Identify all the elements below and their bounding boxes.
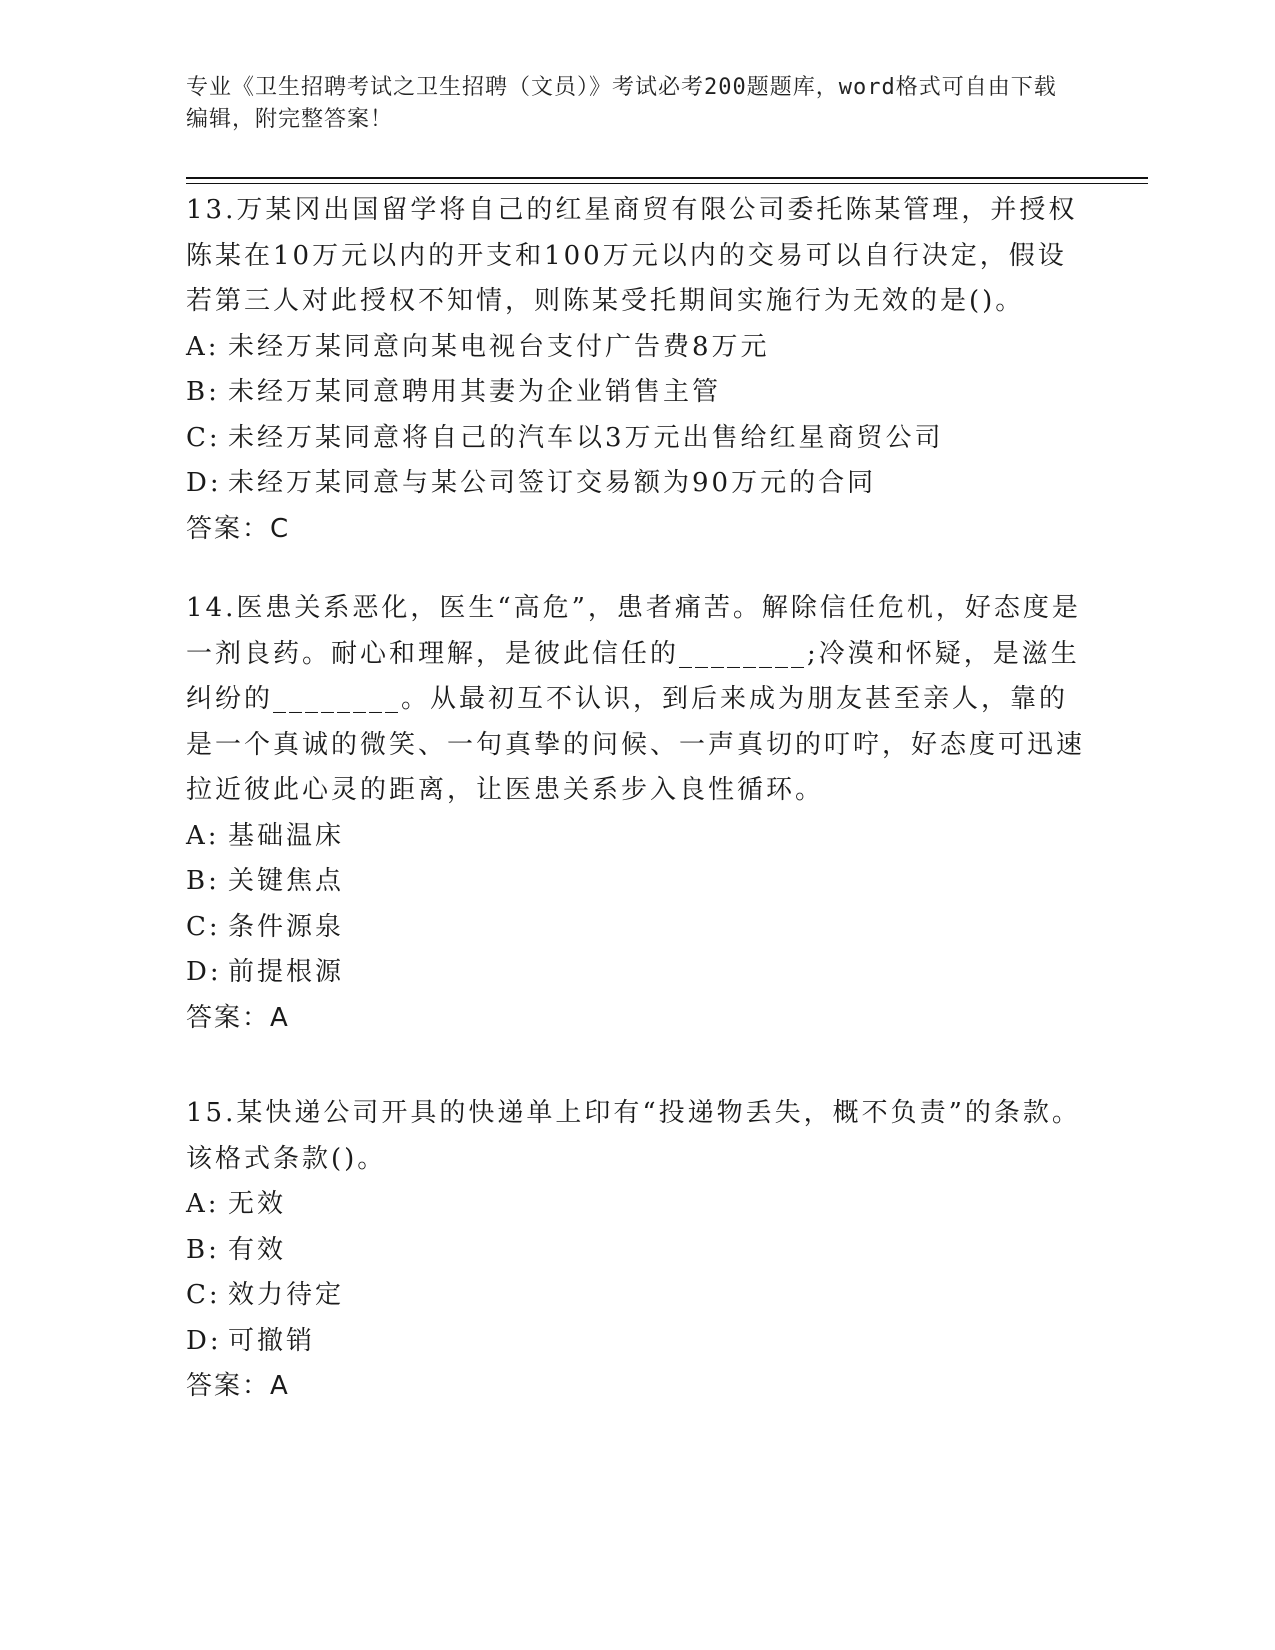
option-a bbox=[186, 814, 1086, 860]
option-d bbox=[186, 950, 1086, 996]
answer-line: 答案：C bbox=[186, 513, 291, 544]
answer-line: 答案：A bbox=[186, 1371, 290, 1401]
header-divider-thick bbox=[186, 177, 1148, 179]
option-letter: C: bbox=[186, 911, 221, 942]
question-15 bbox=[186, 1091, 1086, 1410]
document-header: 专业《卫生招聘考试之卫生招聘（文员）》考试必考200题题库，word格式可自由下载编辑，附完整答案！ bbox=[186, 75, 1057, 132]
option-letter: C: bbox=[186, 1280, 221, 1310]
option-text: 效力待定 bbox=[228, 1280, 345, 1310]
option-letter: B: bbox=[186, 866, 220, 896]
option-letter: D: bbox=[186, 468, 222, 498]
option-d bbox=[186, 461, 1086, 507]
option-c bbox=[186, 416, 1086, 462]
option-text: 未经万某同意与某公司签订交易额为90万元的合同 bbox=[228, 468, 877, 498]
option-text: 未经万某同意向某电视台支付广告费8万元 bbox=[228, 331, 770, 362]
option-text: 未经万某同意聘用其妻为企业销售主管 bbox=[228, 377, 722, 407]
option-letter: B: bbox=[186, 1234, 220, 1265]
option-text: 关键焦点 bbox=[228, 866, 345, 896]
option-text: 无效 bbox=[228, 1189, 287, 1219]
option-c bbox=[186, 905, 1086, 951]
answer-line: 答案：A bbox=[186, 1002, 290, 1033]
option-letter: B: bbox=[186, 377, 220, 407]
question-13 bbox=[186, 188, 1086, 552]
option-letter: A: bbox=[186, 1189, 220, 1219]
option-b bbox=[186, 1228, 1086, 1274]
option-text: 可撤销 bbox=[228, 1325, 316, 1356]
question-stem: 13.万某冈出国留学将自己的红星商贸有限公司委托陈某管理，并授权陈某在10万元以内的开支和100万元以内的交易可以自行决定，假设若第三人对此授权不知情，则陈某受托期间实施行为无效的是()。 bbox=[186, 195, 1078, 316]
option-letter: A: bbox=[186, 820, 220, 851]
question-14 bbox=[186, 586, 1086, 1041]
option-a bbox=[186, 1182, 1086, 1228]
option-a bbox=[186, 325, 1086, 371]
option-text: 基础温床 bbox=[228, 820, 345, 851]
header-divider-thin bbox=[186, 183, 1148, 184]
option-text: 有效 bbox=[228, 1234, 287, 1265]
option-c bbox=[186, 1273, 1086, 1319]
option-b bbox=[186, 370, 1086, 416]
option-letter: D: bbox=[186, 1325, 222, 1356]
option-text: 未经万某同意将自己的汽车以3万元出售给红星商贸公司 bbox=[228, 422, 944, 453]
question-stem: 14.医患关系恶化，医生“高危”，患者痛苦。解除信任危机，好态度是一剂良药。耐心和理解，是彼此信任的________;冷漠和怀疑，是滋生纠纷的________。从最初互不认识，到后来成为朋友甚至亲人，靠的是一个真诚的微笑、一句真挚的问候、一声真切的叮咛，好态度可迅速拉近彼此心灵的距离，让医患关系步入良性循环。 bbox=[186, 593, 1086, 805]
question-stem: 15.某快递公司开具的快递单上印有“投递物丢失，概不负责”的条款。该格式条款()。 bbox=[186, 1098, 1081, 1174]
option-text: 条件源泉 bbox=[228, 911, 345, 942]
option-d bbox=[186, 1319, 1086, 1365]
option-letter: A: bbox=[186, 331, 220, 362]
option-letter: D: bbox=[186, 957, 222, 987]
option-letter: C: bbox=[186, 422, 221, 453]
option-text: 前提根源 bbox=[228, 957, 345, 987]
option-b bbox=[186, 859, 1086, 905]
